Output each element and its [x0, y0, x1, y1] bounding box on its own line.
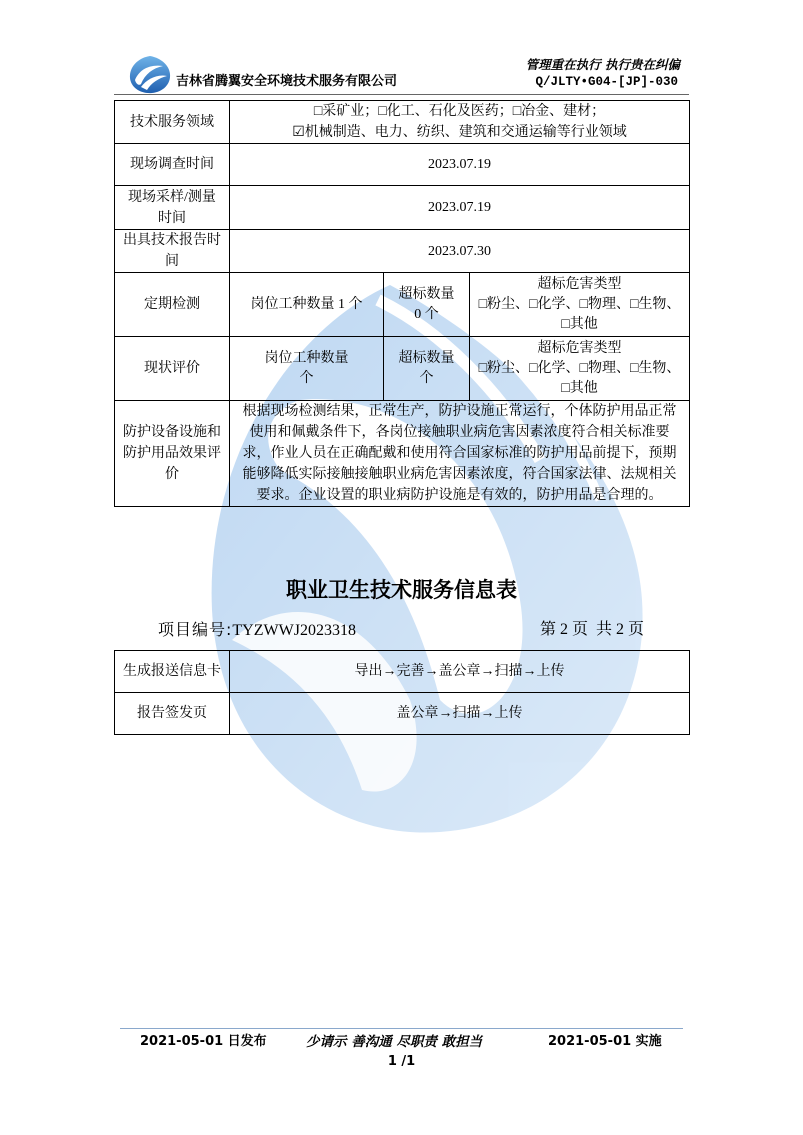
periodic-exceed-count	[384, 273, 470, 337]
service-field-options-line1: □采矿业；□化工、石化及医药；□冶金、建材；	[313, 104, 606, 119]
status-post-count	[230, 337, 384, 401]
table-row	[115, 693, 690, 735]
survey-time-value: 2023.07.19	[230, 144, 690, 186]
project-number-label: 项目编号:	[158, 620, 233, 639]
sampling-time-value: 2023.07.19	[230, 186, 690, 230]
service-info-table	[114, 100, 690, 507]
project-number	[158, 620, 356, 641]
footer-page-number: 1 /1	[387, 1054, 416, 1069]
status-exceed-count	[384, 337, 470, 401]
periodic-post-count: 岗位工种数量 1 个	[230, 273, 384, 337]
header-slogan: 管理重在执行 执行贵在纠偏	[525, 57, 680, 72]
footer-motto: 少请示 善沟通 尽职责 敢担当	[306, 1034, 483, 1050]
table-row	[115, 651, 690, 693]
row-periodic-detection	[115, 273, 690, 337]
footer-effective-date: 2021-05-01 实施	[548, 1034, 662, 1049]
submission-info-table	[114, 650, 690, 735]
status-post-count-unit: 个	[299, 370, 314, 386]
periodic-exceed-count-value: 0 个	[414, 306, 439, 322]
company-logo-icon	[127, 52, 173, 96]
protection-evaluation-text: 根据现场检测结果，正常生产，防护设施正常运行，个体防护用品正常使用和佩戴条件下，各岗位接触职业病危害因素浓度符合相关标准要求，作业人员在正确配戴和使用符合国家标准的防护用品前提下，预期能够降低实际接触接触职业病危害因素浓度，符合国家法律、法规相关要求。企业设置的职业病防护设施是有效的，防护用品是合理的。	[230, 401, 690, 507]
footer-divider	[120, 1028, 683, 1029]
row-service-field	[115, 101, 690, 144]
periodic-exceed-count-label: 超标数量	[398, 286, 455, 302]
status-post-count-label: 岗位工种数量	[264, 350, 349, 366]
periodic-detection-label: 定期检测	[115, 273, 230, 337]
row-protection-evaluation	[115, 401, 690, 507]
service-field-options-line2: ☑机械制造、电力、纺织、建筑和交通运输等行业领域	[292, 125, 627, 140]
status-exceed-count-label: 超标数量	[398, 350, 455, 366]
company-name: 吉林省腾翼安全环境技术服务有限公司	[176, 74, 398, 89]
service-field-label: 技术服务领域	[115, 101, 230, 144]
row-sampling-time	[115, 186, 690, 230]
survey-time-label: 现场调查时间	[115, 144, 230, 186]
report-time-value: 2023.07.30	[230, 230, 690, 273]
protection-evaluation-label: 防护设备设施和防护用品效果评价	[115, 401, 230, 507]
row-survey-time	[115, 144, 690, 186]
status-hazard-types	[470, 337, 690, 401]
report-time-label: 出具技术报告时间	[115, 230, 230, 273]
document-code: Q/JLTY•G04-[JP]-030	[535, 75, 678, 89]
sheet-page-info: 第 2 页 共 2 页	[540, 621, 645, 638]
service-field-options	[230, 101, 690, 144]
signoff-page-label: 报告签发页	[115, 693, 230, 735]
project-number-value: TYZWWJ2023318	[232, 622, 356, 639]
footer-issue-date: 2021-05-01 日发布	[140, 1034, 267, 1049]
row-report-time	[115, 230, 690, 273]
periodic-hazard-types-options: □粉尘、□化学、□物理、□生物、□其他	[478, 296, 681, 332]
row-status-evaluation	[115, 337, 690, 401]
periodic-hazard-types-label: 超标危害类型	[537, 276, 622, 292]
sheet-title: 职业卫生技术服务信息表	[286, 578, 517, 602]
header-divider	[114, 94, 689, 95]
signoff-page-steps: 盖公章→扫描→上传	[230, 693, 690, 735]
status-exceed-count-unit: 个	[419, 370, 434, 386]
status-evaluation-label: 现状评价	[115, 337, 230, 401]
periodic-hazard-types	[470, 273, 690, 337]
info-card-label: 生成报送信息卡	[115, 651, 230, 693]
sampling-time-label: 现场采样/测量时间	[115, 186, 230, 230]
status-hazard-types-label: 超标危害类型	[537, 340, 622, 356]
info-card-steps: 导出→完善→盖公章→扫描→上传	[230, 651, 690, 693]
status-hazard-types-options: □粉尘、□化学、□物理、□生物、□其他	[478, 360, 681, 396]
